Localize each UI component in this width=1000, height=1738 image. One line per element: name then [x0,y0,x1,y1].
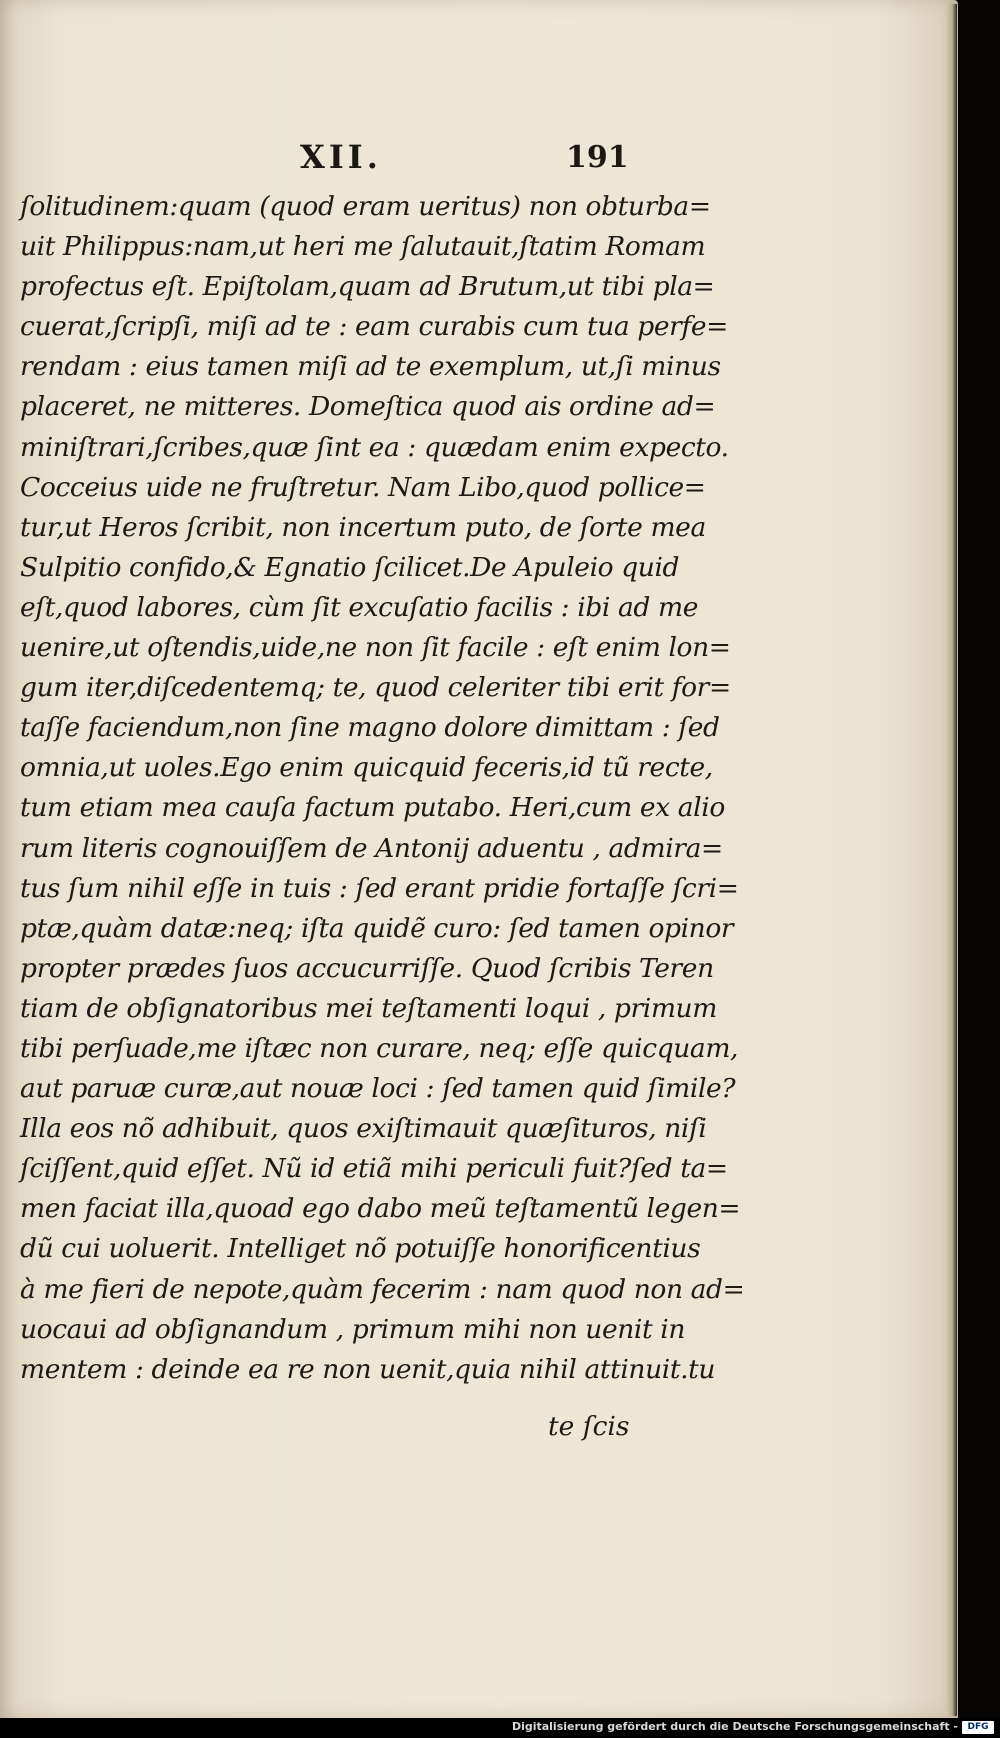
text-line: aut paruæ curæ,aut nouæ loci : ſed tamen quid ſimile? [20,1073,736,1105]
text-line: men faciat illa,quoad ego dabo meũ teſtamentũ legen= [20,1193,741,1225]
text-line: propter prædes ſuos accucurriſſe. Quod ſcribis Teren [20,952,714,984]
text-line: profectus eſt. Epiſtolam,quam ad Brutum,ut tibi pla= [20,271,715,303]
text-line: Illa eos nõ adhibuit, quos exiſtimauit quæſituros, niſi [20,1113,707,1145]
text-line: uit Philippus:nam,ut heri me ſalutauit,ſtatim Romam [20,231,706,263]
text-line: rum literis cognouiſſem de Antonij aduentu , admira= [20,832,723,864]
text-line: omnia,ut uoles.Ego enim quicquid feceris,id tũ recte, [20,752,713,784]
text-line: mentem : deinde ea re non uenit,quia nihil attinuit.tu [20,1353,716,1385]
digitization-credit: Digitalisierung gefördert durch die Deutsche Forschungsgemeinschaft - [511,1720,958,1733]
text-line: dũ cui uoluerit. Intelliget nõ potuiſſe honorificentius [20,1233,701,1265]
page-number: 191 [566,140,629,175]
text-line: miniſtrari,ſcribes,quæ ſint ea : quædam enim expecto. [20,431,729,463]
page-edge [945,4,957,1716]
dfg-logo: DFG [962,1721,994,1734]
text-line: cuerat,ſcripſi, miſi ad te : eam curabis cum tua perfe= [20,311,728,343]
text-line: eſt,quod labores, cùm ſit excuſatio facilis : ibi ad me [20,591,698,623]
text-line: tum etiam mea cauſa factum putabo. Heri,cum ex alio [20,792,725,824]
text-line: rendam : eius tamen miſi ad te exemplum, ut,ſi minus [20,351,721,383]
body-text [20,187,745,1390]
text-line: à me fieri de nepote,quàm fecerim : nam quod non ad= [20,1273,745,1305]
text-line: uocaui ad obſignandum , primum mihi non uenit in [20,1313,685,1345]
text-line: placeret, ne mitteres. Domeſtica quod ais ordine ad= [20,391,716,423]
text-line: Sulpitio confido,& Egnatio ſcilicet.De Apuleio quid [20,551,680,583]
text-line: tur,ut Heros ſcribit, non incertum puto, de ſorte mea [20,511,706,543]
text-line: taſſe faciendum,non ſine magno dolore dimittam : ſed [20,712,720,744]
text-line: ſolitudinem:quam (quod eram ueritus) non obturba= [20,191,711,222]
text-line: ſciſſent,quid eſſet. Nũ id etiã mihi periculi fuit?ſed ta= [20,1153,728,1185]
text-line: tibi perſuade,me iſtæc non curare, neq; eſſe quicquam, [20,1032,739,1064]
running-header [0,138,958,178]
section-number: XII. [300,138,382,176]
text-line: Cocceius uide ne fruſtretur. Nam Libo,quod pollice= [20,471,706,503]
text-line: tiam de obſignatoribus mei teſtamenti loqui , primum [20,992,717,1024]
text-line: tus ſum nihil eſſe in tuis : ſed erant pridie fortaſſe ſcri= [20,872,739,904]
catchword: te ſcis [548,1411,630,1442]
text-line: uenire,ut oſtendis,uide,ne non ſit facile : eſt enim lon= [20,632,731,664]
text-line: gum iter,diſcedentemq; te, quod celeriter tibi erit for= [20,672,731,704]
text-line: ptæ,quàm datæ:neq; iſta quidẽ curo: ſed tamen opinor [20,912,734,944]
